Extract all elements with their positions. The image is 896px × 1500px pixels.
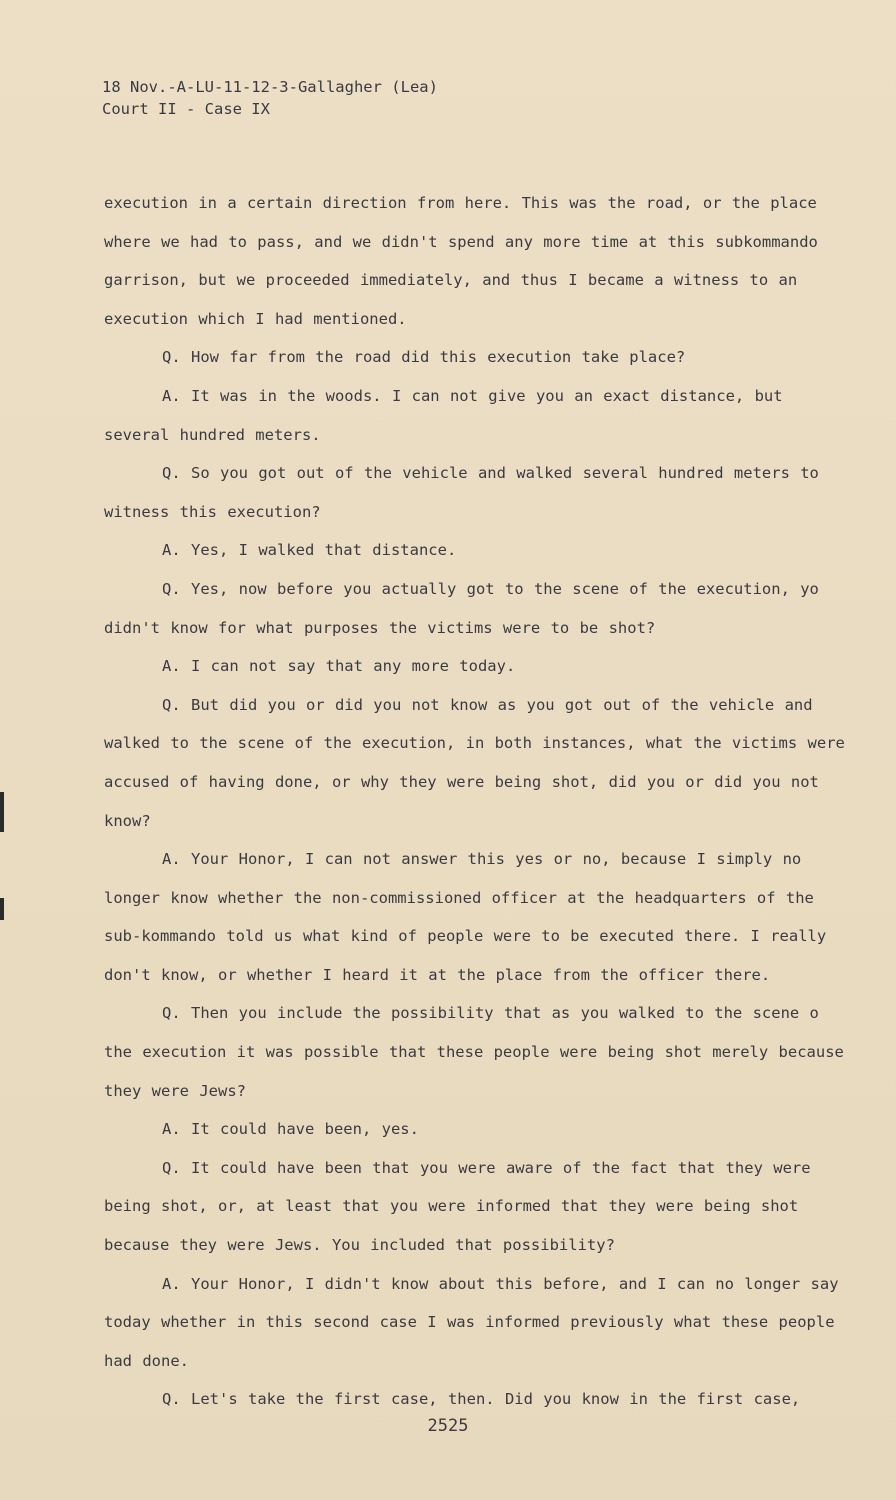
header-line-2: Court II - Case IX <box>102 100 270 118</box>
paragraph: A. Yes, I walked that distance. <box>162 541 457 560</box>
binder-hole-mark <box>0 792 4 832</box>
paragraph: execution in a certain direction from here. This was the road, or the place where we had to pass, and we didn't spend any more time at this subkommando garrison, but we proceeded immediately, and thus I became a witness to an execution which I had mentioned. <box>104 194 818 328</box>
paragraph: Q. Let's take the first case, then. Did you know in the first case, <box>162 1390 801 1409</box>
transcript-body <box>104 184 852 1419</box>
paragraph: A. It could have been, yes. <box>162 1120 419 1139</box>
paragraph: A. I can not say that any more today. <box>162 657 516 676</box>
document-header <box>102 76 438 120</box>
paragraph: Q. How far from the road did this execution take place? <box>162 348 686 367</box>
paragraph: Q. Yes, now before you actually got to the scene of the execution, yo didn't know for what purposes the victims were to be shot? <box>104 579 819 637</box>
paragraph: Q. So you got out of the vehicle and walked several hundred meters to witness this execution? <box>104 464 819 521</box>
binder-hole-mark <box>0 898 4 920</box>
paragraph: A. It was in the woods. I can not give you an exact distance, but several hundred meters. <box>104 386 783 444</box>
paragraph: Q. It could have been that you were aware of the fact that they were being shot, or, at least that you were informed that they were being shot because they were Jews. You included that possibility? <box>104 1158 811 1255</box>
paragraph: A. Your Honor, I can not answer this yes or no, because I simply no longer know whether the non-commissioned officer at the headquarters of the sub-kommando told us what kind of people were to be executed there. I really don't know, or whether I heard it at the place from the officer there. <box>104 850 827 984</box>
paragraph: Q. Then you include the possibility that as you walked to the scene o the execution it was possible that these people were being shot merely because they were Jews? <box>104 1004 844 1100</box>
paragraph: Q. But did you or did you not know as you got out of the vehicle and walked to the scene of the execution, in both instances, what the victims were accused of having done, or why they were being shot, did you or did you not know? <box>104 695 845 830</box>
page-number: 2525 <box>427 1416 469 1436</box>
paragraph: A. Your Honor, I didn't know about this before, and I can no longer say today whether in this second case I was informed previously what these people had done. <box>104 1274 839 1370</box>
header-line-1: 18 Nov.-A-LU-11-12-3-Gallagher (Lea) <box>102 78 438 96</box>
